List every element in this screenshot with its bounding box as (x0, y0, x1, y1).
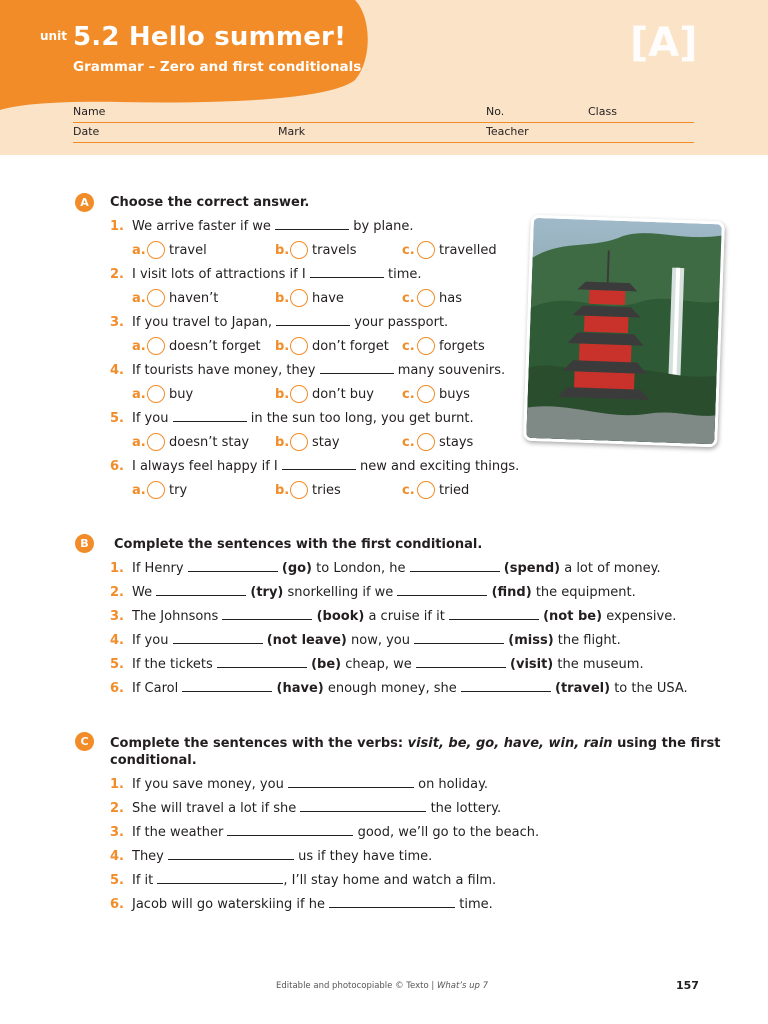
section-c-instruction (110, 736, 720, 751)
verb-hint: (be) (311, 657, 342, 672)
sentence-part: the museum. (557, 657, 644, 672)
answer-blank[interactable] (320, 364, 394, 374)
answer-blank[interactable] (182, 682, 272, 692)
option-label[interactable]: tried (439, 483, 470, 498)
option-radio[interactable] (147, 433, 165, 451)
question-number: 4. (110, 363, 124, 378)
option-radio[interactable] (417, 337, 435, 355)
question-text-end: time. (387, 267, 422, 282)
name-label: Name (73, 105, 106, 118)
sentence-part: us if they have time. (298, 849, 433, 864)
teacher-label: Teacher (486, 125, 529, 138)
option-label[interactable]: have (312, 291, 344, 306)
verb-hint: (not be) (543, 609, 603, 624)
sentence-number: 4. (110, 633, 124, 648)
question-number: 2. (110, 267, 124, 282)
verb-hint: (spend) (503, 561, 561, 576)
option-radio[interactable] (417, 481, 435, 499)
option-label[interactable]: don’t forget (312, 339, 389, 354)
sentence-part: If Henry (132, 561, 184, 576)
option-radio[interactable] (290, 385, 308, 403)
mark-label: Mark (278, 125, 306, 138)
question-sentence (132, 219, 414, 234)
sentence-row (132, 585, 636, 600)
copyright-text: Editable and photocopiable © Texto | (276, 981, 435, 991)
pagoda-illustration (526, 218, 725, 448)
sentence-part: If you (132, 633, 169, 648)
sentence-part: a cruise if it (368, 609, 445, 624)
question-text-end: by plane. (353, 219, 414, 234)
page-title: 5.2 Hello summer! (73, 22, 347, 52)
sentence-part: Jacob will go waterskiing if he (132, 897, 325, 912)
question-text-start: I visit lots of attractions if I (132, 267, 306, 282)
option-label[interactable]: tries (312, 483, 341, 498)
page-subtitle: Grammar – Zero and first conditionals (73, 59, 362, 75)
question-text-start: If you travel to Japan, (132, 315, 272, 330)
sentence-row (132, 657, 644, 672)
answer-blank[interactable] (173, 634, 263, 644)
sentence-part: If the weather (132, 825, 224, 840)
answer-blank[interactable] (168, 850, 294, 860)
verb-hint: (have) (276, 681, 324, 696)
section-a-badge: A (75, 193, 94, 212)
section-b-instruction: Complete the sentences with the first conditional. (114, 537, 483, 552)
option-label[interactable]: travelled (439, 243, 497, 258)
option-letter: b. (275, 243, 290, 258)
answer-blank[interactable] (300, 802, 426, 812)
option-radio[interactable] (147, 385, 165, 403)
option-label[interactable]: don’t buy (312, 387, 374, 402)
answer-blank[interactable] (222, 610, 312, 620)
header-title-shape (0, 0, 380, 112)
pagoda-photo (523, 215, 725, 448)
sentence-part: The Johnsons (132, 609, 219, 624)
sentence-row (132, 681, 688, 696)
option-radio[interactable] (417, 241, 435, 259)
sentence-part: to the USA. (614, 681, 688, 696)
question-text-end: new and exciting things. (360, 459, 520, 474)
option-label[interactable]: stay (312, 435, 340, 450)
option-radio[interactable] (290, 337, 308, 355)
option-label[interactable]: forgets (439, 339, 485, 354)
verb-hint: (miss) (508, 633, 554, 648)
question-text-start: If tourists have money, they (132, 363, 316, 378)
section-c-verbs: visit, be, go, have, win, rain (407, 736, 613, 751)
option-radio[interactable] (147, 241, 165, 259)
sentence-number: 4. (110, 849, 124, 864)
answer-blank[interactable] (397, 586, 487, 596)
sentence-row (132, 561, 661, 576)
sentence-number: 3. (110, 825, 124, 840)
option-radio[interactable] (290, 433, 308, 451)
sentence-part: the flight. (557, 633, 621, 648)
sentence-part: time. (459, 897, 493, 912)
sentence-part: the equipment. (535, 585, 636, 600)
sentence-row (132, 801, 501, 816)
sentence-row (132, 609, 676, 624)
question-sentence (132, 267, 422, 282)
question-text-start: If you (132, 411, 169, 426)
date-line[interactable] (73, 142, 694, 143)
sentence-part: If Carol (132, 681, 179, 696)
sentence-part: on holiday. (418, 777, 489, 792)
class-label: Class (588, 105, 617, 118)
sentence-number: 2. (110, 801, 124, 816)
option-label[interactable]: buys (439, 387, 470, 402)
verb-hint: (go) (281, 561, 312, 576)
level-tag: [A] (630, 20, 698, 66)
option-letter: b. (275, 483, 290, 498)
option-label[interactable]: stays (439, 435, 474, 450)
option-letter: b. (275, 387, 290, 402)
unit-label: unit (40, 29, 67, 43)
answer-blank[interactable] (157, 874, 283, 884)
option-letter: c. (402, 435, 415, 450)
question-text-end: in the sun too long, you get burnt. (250, 411, 474, 426)
question-text-start: We arrive faster if we (132, 219, 271, 234)
option-letter: c. (402, 291, 415, 306)
answer-blank[interactable] (276, 316, 350, 326)
answer-blank[interactable] (310, 268, 384, 278)
question-sentence (132, 411, 474, 426)
option-radio[interactable] (290, 241, 308, 259)
sentence-part: expensive. (606, 609, 677, 624)
sentence-number: 3. (110, 609, 124, 624)
answer-blank[interactable] (461, 682, 551, 692)
section-c-instruction-lead: Complete the sentences with the verbs: (110, 736, 404, 751)
option-letter: a. (132, 387, 146, 402)
option-letter: c. (402, 387, 415, 402)
question-text-end: your passport. (354, 315, 449, 330)
section-c-badge: C (75, 732, 94, 751)
sentence-row (132, 897, 493, 912)
option-radio[interactable] (417, 433, 435, 451)
sentence-row (132, 633, 621, 648)
sentence-part: , I’ll stay home and watch a film. (283, 873, 497, 888)
option-radio[interactable] (290, 289, 308, 307)
sentence-part: If the tickets (132, 657, 213, 672)
sentence-part: They (132, 849, 164, 864)
sentence-number: 1. (110, 777, 124, 792)
sentence-part: to London, he (316, 561, 406, 576)
sentence-part: snorkelling if we (287, 585, 394, 600)
sentence-part: If it (132, 873, 154, 888)
answer-blank[interactable] (329, 898, 455, 908)
question-text-end: many souvenirs. (397, 363, 506, 378)
option-letter: c. (402, 243, 415, 258)
option-letter: b. (275, 339, 290, 354)
section-c-instruction-tail: using the first (617, 736, 721, 751)
question-number: 5. (110, 411, 124, 426)
option-letter: c. (402, 483, 415, 498)
option-letter: a. (132, 291, 146, 306)
answer-blank[interactable] (217, 658, 307, 668)
question-sentence (132, 363, 505, 378)
answer-blank[interactable] (449, 610, 539, 620)
answer-blank[interactable] (410, 562, 500, 572)
sentence-part: If you save money, you (132, 777, 284, 792)
sentence-part: enough money, she (327, 681, 457, 696)
answer-blank[interactable] (414, 634, 504, 644)
option-radio[interactable] (147, 289, 165, 307)
option-label[interactable]: buy (169, 387, 194, 402)
verb-hint: (travel) (555, 681, 611, 696)
sentence-part: a lot of money. (564, 561, 661, 576)
sentence-number: 6. (110, 681, 124, 696)
answer-blank[interactable] (288, 778, 414, 788)
sentence-part: now, you (351, 633, 410, 648)
sentence-row (132, 849, 432, 864)
page-number: 157 (676, 979, 699, 992)
option-label[interactable]: has (439, 291, 462, 306)
sentence-number: 5. (110, 873, 124, 888)
verb-hint: (not leave) (266, 633, 347, 648)
answer-blank[interactable] (188, 562, 278, 572)
date-label: Date (73, 125, 100, 138)
option-letter: a. (132, 435, 146, 450)
question-number: 3. (110, 315, 124, 330)
answer-blank[interactable] (275, 220, 349, 230)
sentence-row (132, 825, 539, 840)
option-letter: b. (275, 435, 290, 450)
number-label: No. (486, 105, 505, 118)
section-c-instruction-line2: conditional. (110, 753, 197, 768)
sentence-row (132, 777, 488, 792)
book-title: What’s up 7 (436, 981, 489, 991)
option-label[interactable]: doesn’t stay (169, 435, 250, 450)
sentence-part: the lottery. (430, 801, 502, 816)
option-label[interactable]: haven’t (169, 291, 219, 306)
sentence-part: good, we’ll go to the beach. (357, 825, 540, 840)
sentence-number: 5. (110, 657, 124, 672)
option-radio[interactable] (290, 481, 308, 499)
section-b-badge: B (75, 534, 94, 553)
option-radio[interactable] (417, 289, 435, 307)
answer-blank[interactable] (227, 826, 353, 836)
option-radio[interactable] (147, 481, 165, 499)
footer-copyright (276, 981, 488, 991)
option-letter: c. (402, 339, 415, 354)
sentence-part: We (132, 585, 153, 600)
question-sentence (132, 459, 519, 474)
sentence-part: cheap, we (345, 657, 412, 672)
question-sentence (132, 315, 448, 330)
verb-hint: (book) (316, 609, 365, 624)
option-letter: a. (132, 483, 146, 498)
option-letter: a. (132, 243, 146, 258)
answer-blank[interactable] (173, 412, 247, 422)
sentence-number: 1. (110, 561, 124, 576)
section-a-instruction: Choose the correct answer. (110, 195, 310, 210)
question-number: 1. (110, 219, 124, 234)
name-line[interactable] (73, 122, 694, 123)
option-letter: b. (275, 291, 290, 306)
option-radio[interactable] (417, 385, 435, 403)
answer-blank[interactable] (156, 586, 246, 596)
sentence-part: She will travel a lot if she (132, 801, 297, 816)
verb-hint: (find) (491, 585, 532, 600)
verb-hint: (visit) (510, 657, 554, 672)
question-number: 6. (110, 459, 124, 474)
option-label[interactable]: travel (169, 243, 207, 258)
verb-hint: (try) (250, 585, 284, 600)
answer-blank[interactable] (282, 460, 356, 470)
sentence-number: 2. (110, 585, 124, 600)
option-letter: a. (132, 339, 146, 354)
question-text-start: I always feel happy if I (132, 459, 278, 474)
sentence-number: 6. (110, 897, 124, 912)
sentence-row (132, 873, 496, 888)
option-label[interactable]: try (169, 483, 188, 498)
option-radio[interactable] (147, 337, 165, 355)
answer-blank[interactable] (416, 658, 506, 668)
option-label[interactable]: doesn’t forget (169, 339, 261, 354)
option-label[interactable]: travels (312, 243, 357, 258)
